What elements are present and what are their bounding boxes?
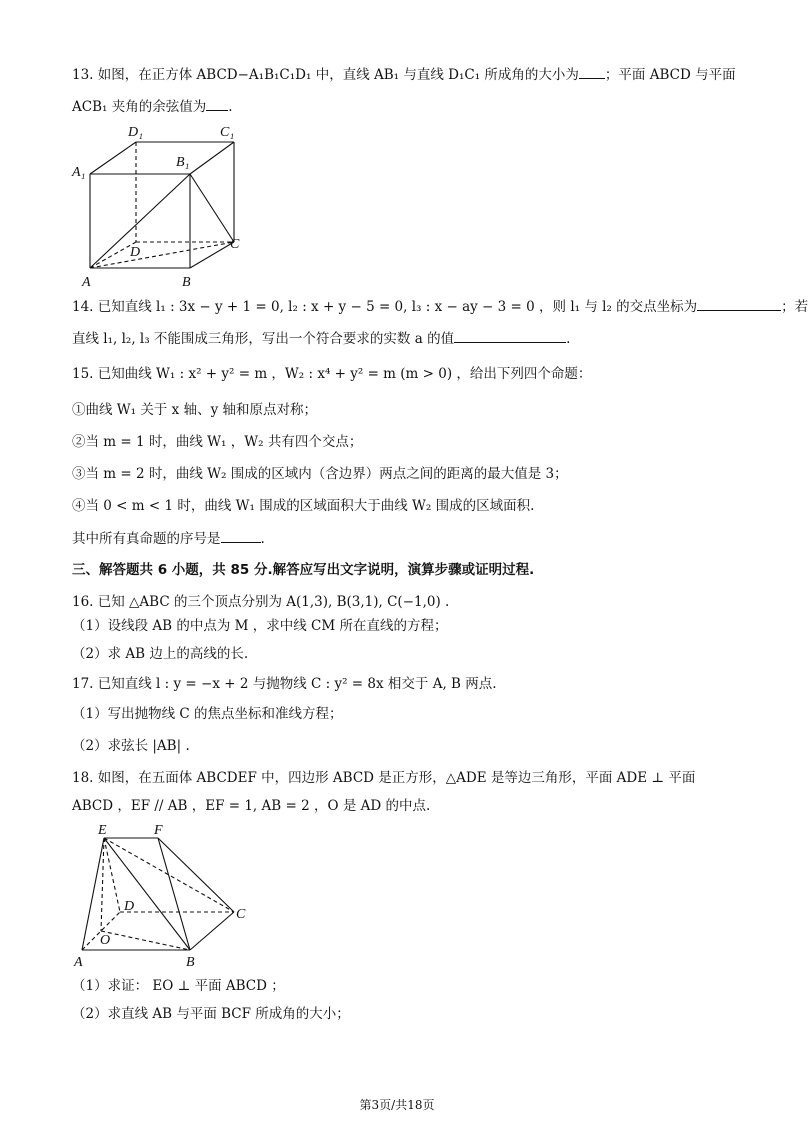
label-E: E <box>98 823 107 838</box>
cube-figure <box>70 122 260 292</box>
answer-blank <box>206 96 228 111</box>
label-A1: A₁ <box>72 165 86 180</box>
label-A: A <box>74 955 83 970</box>
q13-line2: ACB₁ 夹角的余弦值为 . <box>72 96 233 117</box>
q18-part2: （2）求直线 AB 与平面 BCF 所成角的大小； <box>72 1006 350 1022</box>
label-C: C <box>230 237 240 252</box>
label-D: D <box>130 245 141 260</box>
q15-line1: 15. 已知曲线 W₁ : x² + y² = m ，W₂ : x⁴ + y² = m (m > 0) ，给出下列四个命题： <box>72 366 592 382</box>
label-C1: C₁ <box>220 125 235 140</box>
q18-part1: （1）求证： EO ⊥ 平面 ABCD ； <box>72 978 285 994</box>
q17-part1: （1）写出抛物线 C 的焦点坐标和准线方程； <box>72 706 343 722</box>
answer-blank <box>697 296 781 311</box>
q17-line1: 17. 已知直线 l : y = −x + 2 与抛物线 C : y² = 8x 相交于 A, B 两点. <box>72 676 497 692</box>
answer-blank <box>579 64 605 79</box>
q15-last: 其中所有真命题的序号是 . <box>72 528 265 549</box>
label-C: C <box>236 907 246 922</box>
q18-line2: ABCD ，EF // AB ，EF = 1, AB = 2 ，O 是 AD 的中点. <box>72 798 431 814</box>
answer-blank <box>221 528 261 543</box>
label-D: D <box>124 899 135 914</box>
q14-line1: 14. 已知直线 l₁ : 3x − y + 1 = 0, l₂ : x + y − 5 = 0, l₃ : x − ay − 3 = 0 ，则 l₁ 与 l₂ 的交点坐标为 ；若 <box>72 296 808 317</box>
page-footer: 第3页/共18页 <box>359 1098 435 1112</box>
label-D1: D₁ <box>128 125 143 140</box>
label-B: B <box>186 955 195 970</box>
q16-part1: （1）设线段 AB 的中点为 M ，求中线 CM 所在直线的方程； <box>72 618 448 634</box>
q17-part2: （2）求弦长 |AB| . <box>72 738 190 754</box>
pentahedron-figure <box>70 820 260 970</box>
q14-line2: 直线 l₁, l₂, l₃ 不能围成三角形，写出一个符合要求的实数 a 的值 . <box>72 328 570 349</box>
label-B1: B₁ <box>176 155 190 170</box>
q13-line1: 13. 如图，在正方体 ABCD−A₁B₁C₁D₁ 中，直线 AB₁ 与直线 D₁C₁ 所成角的大小为 ；平面 ABCD 与平面 <box>72 64 736 85</box>
label-O: O <box>100 933 111 948</box>
label-B: B <box>182 275 191 290</box>
section-heading: 三、解答题共 6 小题，共 85 分.解答应写出文字说明，演算步骤或证明过程. <box>72 562 535 578</box>
answer-blank <box>454 328 566 343</box>
q16-line1: 16. 已知 △ABC 的三个顶点分别为 A(1,3), B(3,1), C(−1,0) . <box>72 594 450 610</box>
label-F: F <box>154 823 163 838</box>
q15-item-2: ②当 m = 1 时，曲线 W₁ ，W₂ 共有四个交点； <box>72 434 363 450</box>
q15-item-1: ①曲线 W₁ 关于 x 轴、y 轴和原点对称； <box>72 402 317 418</box>
q15-item-4: ④当 0 < m < 1 时，曲线 W₁ 围成的区域面积大于曲线 W₂ 围成的区域面积. <box>72 498 535 514</box>
q15-item-3: ③当 m = 2 时，曲线 W₂ 围成的区域内（含边界）两点之间的距离的最大值是 3； <box>72 466 568 482</box>
q16-part2: （2）求 AB 边上的高线的长. <box>72 646 249 662</box>
q18-line1: 18. 如图，在五面体 ABCDEF 中，四边形 ABCD 是正方形，△ADE 是等边三角形，平面 ADE ⊥ 平面 <box>72 770 696 786</box>
label-A: A <box>82 275 91 290</box>
